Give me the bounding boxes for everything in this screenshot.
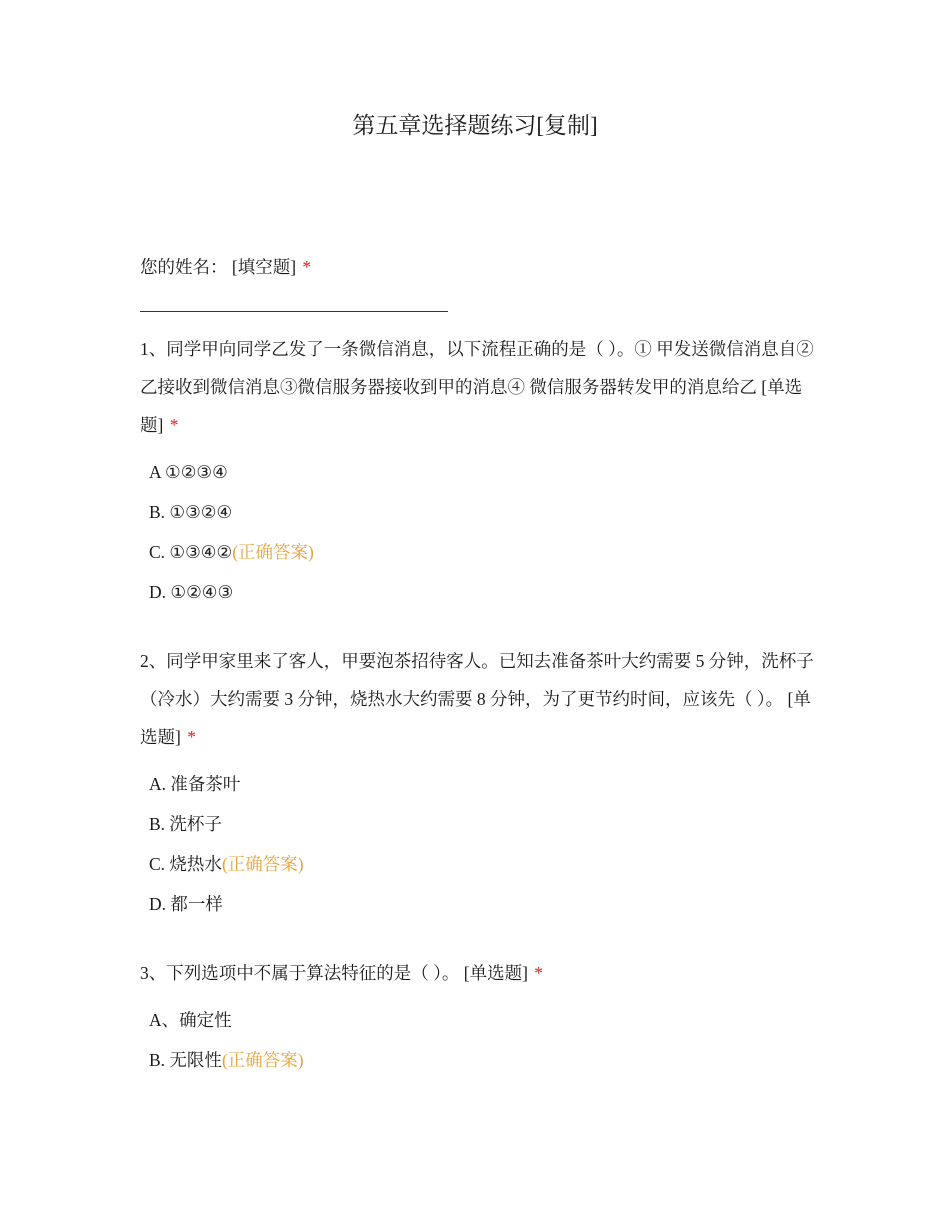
question-1 [140, 330, 820, 612]
option-a[interactable] [149, 452, 820, 492]
question-text: 3、下列选项中不属于算法特征的是（ ）。 [140, 963, 460, 983]
page-title: 第五章选择题练习[复制] [352, 113, 598, 138]
name-label: 您的姓名： [140, 257, 228, 277]
option-label: A、确定性 [149, 1010, 232, 1030]
option-a[interactable] [149, 1000, 820, 1040]
option-label: B. 洗杯子 [149, 814, 222, 834]
question-text: 2、同学甲家里来了客人，甲要泡茶招待客人。已知去准备茶叶大约需要 5 分钟，洗杯子（冷水）大约需要 3 分钟，烧热水大约需要 8 分钟，为了更节约时间，应该先（ ）。 [140, 651, 814, 709]
question-type-tag: [填空题] [231, 257, 297, 277]
correct-answer-note: (正确答案) [221, 1050, 304, 1070]
name-input-line[interactable] [140, 311, 448, 312]
option-a[interactable] [149, 764, 820, 804]
option-label: C. 烧热水 [149, 854, 222, 874]
question-type-tag: [单选题] [140, 377, 803, 435]
option-label: A ①②③④ [149, 462, 228, 482]
name-question [140, 248, 820, 312]
option-b[interactable] [149, 804, 820, 844]
option-label: D. ①②④③ [149, 582, 234, 602]
option-b[interactable] [149, 492, 820, 532]
question-2 [140, 642, 820, 924]
required-mark: * [187, 727, 196, 747]
option-list [140, 452, 820, 612]
required-mark: * [302, 257, 312, 277]
required-mark: * [534, 963, 544, 983]
option-label: B. 无限性 [149, 1050, 222, 1070]
question-type-tag: [单选题] [463, 963, 528, 983]
option-label: B. ①③②④ [149, 502, 233, 522]
option-list [140, 764, 820, 924]
option-b[interactable] [149, 1040, 820, 1080]
option-label: D. 都一样 [149, 894, 223, 914]
option-d[interactable] [149, 572, 820, 612]
question-text: 1、同学甲向同学乙发了一条微信消息，以下流程正确的是（ ）。① 甲发送微信消息自②乙接收到微信消息③微信服务器接收到甲的消息④ 微信服务器转发甲的消息给乙 [140, 339, 814, 397]
option-c[interactable] [149, 532, 820, 572]
option-d[interactable] [149, 884, 820, 924]
correct-answer-note: (正确答案) [221, 854, 304, 874]
survey-content [140, 248, 820, 1110]
required-mark: * [169, 415, 179, 435]
correct-answer-note: (正确答案) [232, 542, 314, 562]
question-type-tag: [单选题] [140, 689, 811, 747]
question-3 [140, 954, 820, 1080]
option-list [140, 1000, 820, 1080]
option-label: C. ①③④② [149, 542, 233, 562]
option-label: A. 准备茶叶 [149, 774, 241, 794]
option-c[interactable] [149, 844, 820, 884]
